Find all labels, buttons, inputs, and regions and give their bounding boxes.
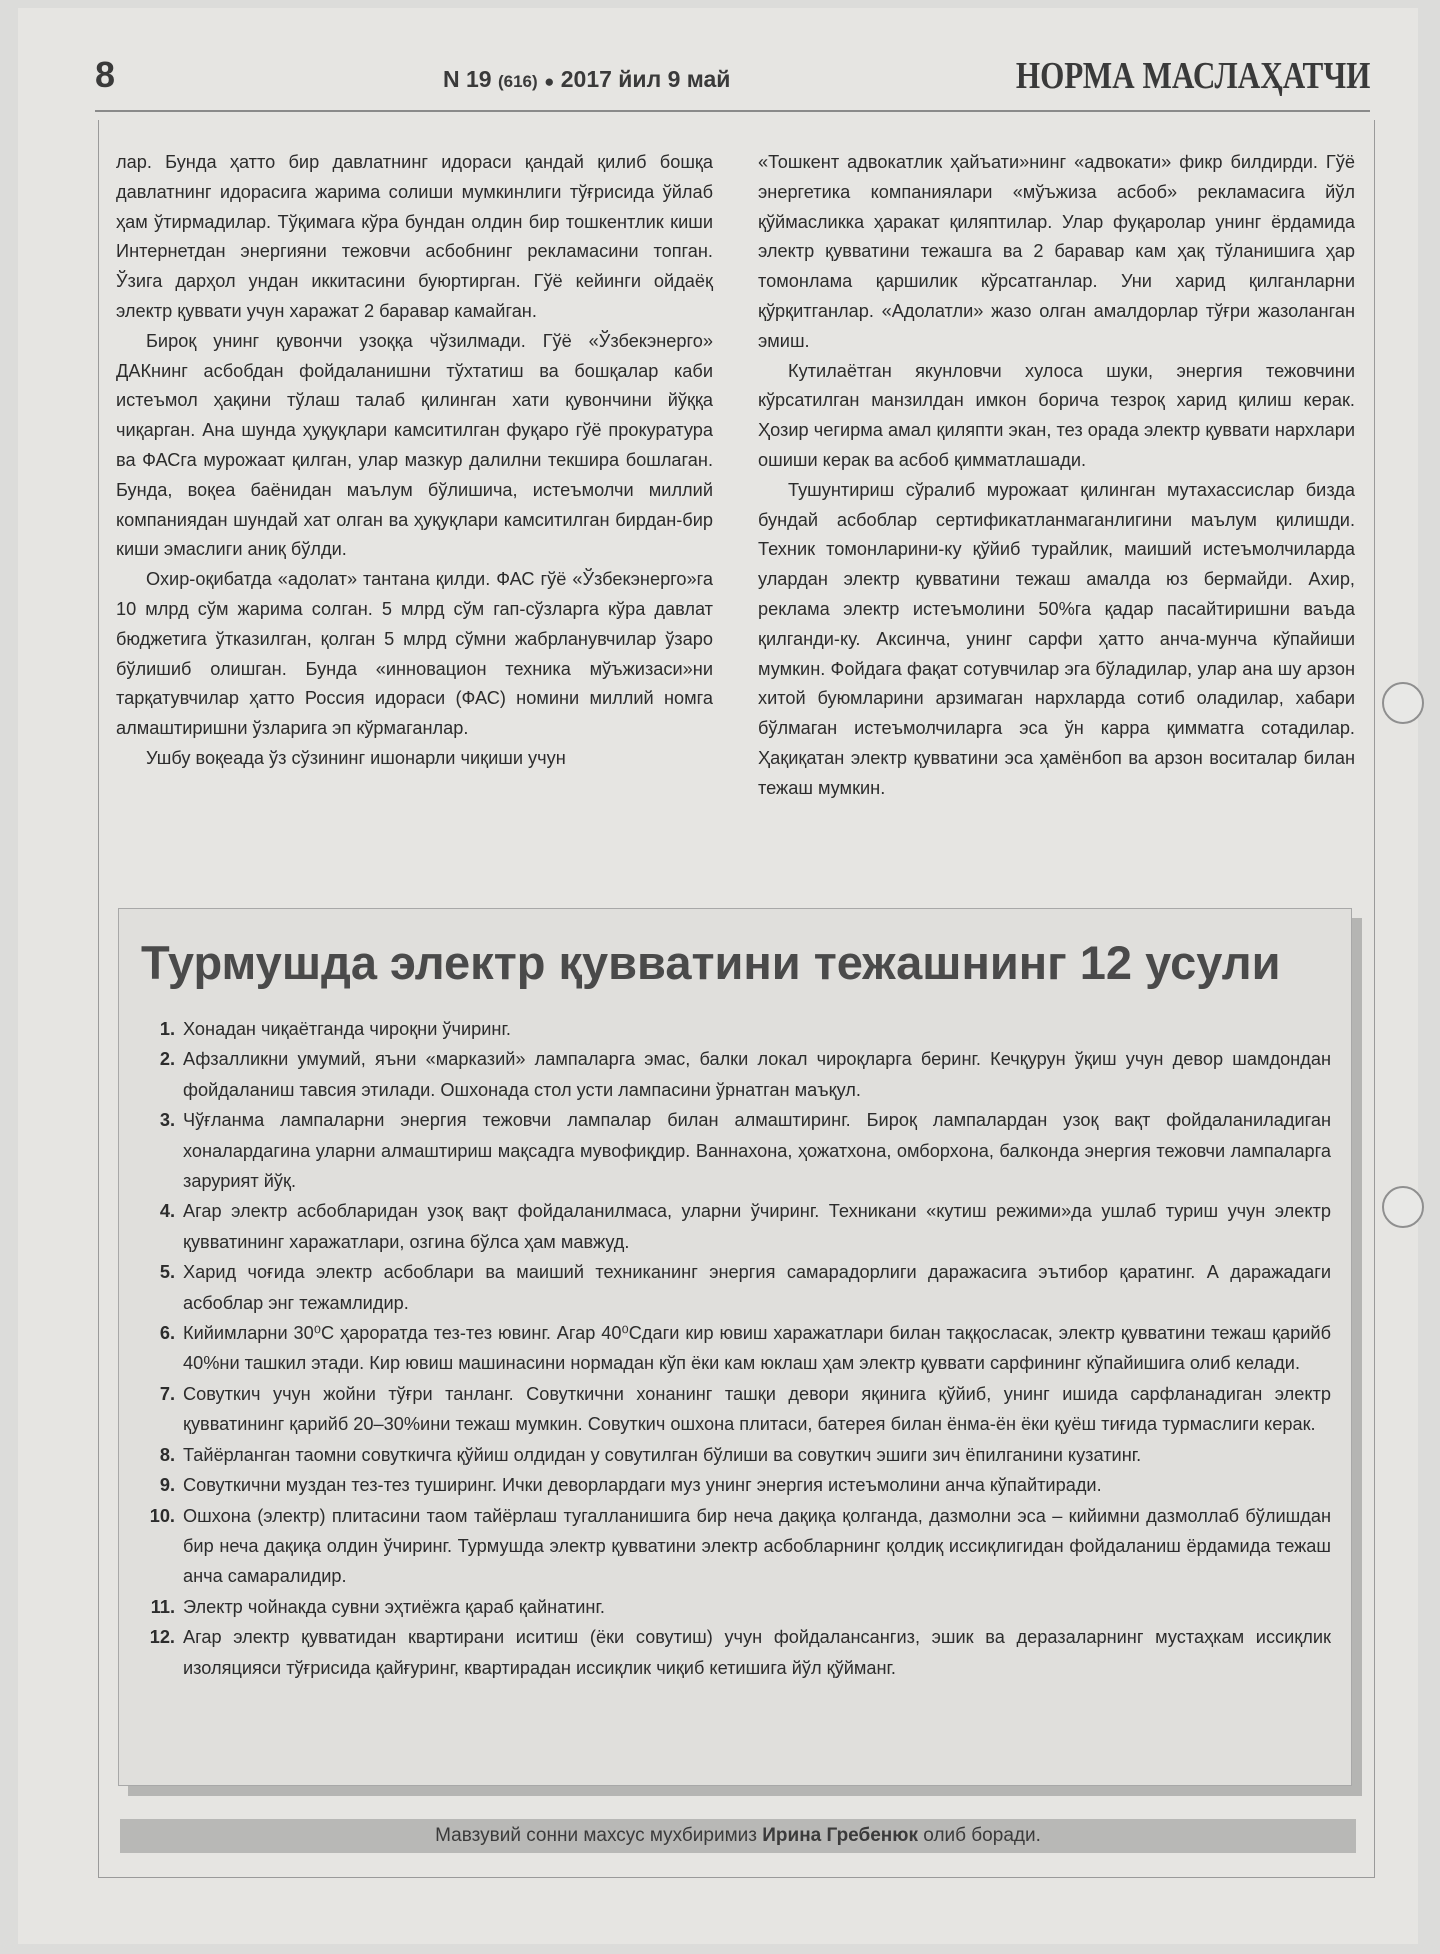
item-text: Афзалликни умумий, яъни «марказий» лампаларга эмас, балки локал чироқларга беринг. Кечқурун ўқиш учун девор шамдондан фойдаланиш тавсия этилади. Ошхонада стол усти лампасини ўрнатган маъқул. [183,1049,1331,1100]
tips-list [141,1014,1331,1683]
list-item [141,1592,1331,1622]
list-item [141,1196,1331,1257]
article-right-column [758,148,1355,804]
paragraph: лар. Бунда ҳатто бир давлатнинг идораси қандай қилиб бошқа давлатнинг идорасига жарима солиши мумкинлиги тўғрисида ўйлаб ҳам ўтирмадилар. Тўқимага кўра бундан олдин бир тошкентлик киши Интернетдан энергияни тежовчи асбобнинг рекламасини топган. Ўзига дарҳол ундан иккитасини буюртирган. Гўё кейинги ойдаёқ электр қуввати учун харажат 2 баравар камайган. [116,152,713,321]
issue-sub-number: (616) [497,72,538,91]
issue-info [443,66,730,93]
item-text: Харид чоғида электр асбоблари ва маиший техниканинг энергия самарадорлиги даражасига эътибор қаратинг. А даражадаги асбоблар энг тежамлидир. [183,1262,1331,1313]
paragraph: «Тошкент адвокатлик ҳайъати»нинг «адвокати» фикр билдирди. Гўё энергетика компаниялари «мўъжиза асбоб» рекламасига йўл қўймасликка ҳаракат қиляптилар. Улар фуқаролар унинг ёрдамида электр қувватини тежашга ва 2 баравар кам ҳақ тўланишига ҳар томонлама қаршилик кўрсатганлар. Уни харид қилганларни қўрқитганлар. «Адолатли» жазо олган амалдорлар тўғри жазоланган эмиш. [758,152,1355,351]
binder-hole-icon [1382,1186,1424,1228]
list-item [141,1105,1331,1196]
item-text: Кийимларни 30⁰С ҳароратда тез-тез ювинг. Агар 40⁰Сдаги кир ювиш харажатлари билан таққосласак, электр қувватини тежаш қарийб 40%ни ташкил этади. Кир ювиш машинасини нормадан кўп ёки кам юклаш ҳам электр қуввати сарфининг кўпайишига олиб келади. [183,1323,1331,1374]
item-number: 2. [159,1049,175,1070]
issue-date: 2017 йил 9 май [560,66,731,92]
list-item [141,1622,1331,1683]
item-number: 1. [159,1019,175,1039]
item-number: 9. [159,1475,175,1496]
binder-hole-icon [1382,682,1424,724]
list-item [141,1257,1331,1318]
page-header [95,52,1370,112]
issue-number: N 19 [443,66,492,92]
publication-name: НОРМА МАСЛАҲАТЧИ [1015,55,1370,97]
page-number: 8 [95,54,116,95]
item-text: Совуткични муздан тез-тез туширинг. Ички деворлардаги муз унинг энергия истеъмолини анча кўпайтиради. [183,1475,1102,1496]
tips-title: Турмушда электр қувватини тежашнинг 12 усули [141,936,1281,989]
item-number: 3. [159,1110,175,1131]
paragraph: Тушунтириш сўралиб мурожаат қилинган мутахассислар бизда бундай асбоблар сертификатланмаганлигини маълум қилишди. Техник томонларини-ку қўйиб турайлик, маиший истеъмолчиларда улардан электр қувватини тежаш амалда юз бермайди. Ахир, реклама электр истеъмолини 50%га қадар пасайтиришни ваъда қилганди-ку. Аксинча, унинг сарфи ҳатто анча-мунча кўпайиши мумкин. Фойдага фақат сотувчилар эга бўладилар, улар ана шу арзон хитой буюмларини арзимаган нархларда сотиб оладилар, хабари бўлмаган истеъмолчиларга эса ўн карра қимматга сотадилар. Ҳақиқатан электр қувватини эса ҳамёнбоп ва арзон воситалар билан тежаш мумкин. [758,479,1355,798]
list-item [141,1501,1331,1592]
credit-author: Ирина Гребенюк [762,1825,919,1846]
item-number: 12. [149,1627,175,1648]
paragraph: Кутилаётган якунловчи хулоса шуки, энергия тежовчини кўрсатилган манзилдан имкон борича тезроқ харид қилиш керак. Ҳозир чегирма амал қиляпти экан, тез орада электр қуввати нархлари ошиши керак ва асбоб қимматлашади. [758,360,1355,470]
item-number: 6. [159,1323,175,1344]
item-text: Хонадан чиқаётганда чироқни ўчиринг. [183,1019,511,1039]
editor-credit [120,1819,1356,1853]
item-text: Чўғланма лампаларни энергия тежовчи лампалар билан алмаштиринг. Бироқ лампалардан узоқ вақт фойдаланиладиган хоналардагина уларни алмаштириш мақсадга мувофиқдир. Ваннахона, ҳожатхона, омборхона, балконда энергия тежовчи лампаларга зарурият йўқ. [183,1110,1331,1192]
item-text: Совуткич учун жойни тўғри танланг. Совуткични хонанинг ташқи девори яқинига қўйиб, унинг ишида сарфланадиган электр қувватининг қарийб 20–30%ини тежаш мумкин. Совуткич ошхона плитаси, батерея билан ёнма-ён ёки қуёш тиғида турмаслиги керак. [183,1383,1331,1435]
item-number: 8. [159,1444,175,1465]
credit-prefix: Мавзувий сонни махсус мухбиримиз [435,1825,763,1846]
item-text: Тайёрланган таомни совуткичга қўйиш олдидан у совутилган бўлиши ва совуткич эшиги зич ёпилганини кузатинг. [183,1444,1142,1465]
article-left-column [116,148,713,774]
item-text: Агар электр қувватидан квартирани иситиш (ёки совутиш) учун фойдалансангиз, эшик ва деразаларнинг мустаҳкам иссиқлик изоляцияси тўғрисида қайғуринг, квартирадан иссиқлик чиқиб кетишига йўл қўйманг. [183,1627,1331,1678]
item-number: 4. [159,1201,175,1222]
list-item [141,1318,1331,1379]
paragraph: Ушбу воқеада ўз сўзининг ишонарли чиқиши учун [146,747,566,768]
list-item [141,1470,1331,1500]
paragraph: Охир-оқибатда «адолат» тантана қилди. ФАС гўё «Ўзбекэнерго»га 10 млрд сўм жарима солган. 5 млрд сўм гап-сўзларга кўра давлат бюджетига ўтказилган, қолган 5 млрд сўмни жабрланувчилар ўзаро бўлишиб олишган. Бунда «инновацион техника мўъжизаси»ни тарқатувчилар ҳатто Россия идораси (ФАС) номини миллий номга алмаштиришни ўзларига эп кўрмаганлар. [116,569,713,739]
tips-box [118,908,1352,1786]
item-number: 11. [150,1596,175,1617]
item-text: Агар электр асбобларидан узоқ вақт фойдаланилмаса, уларни ўчиринг. Техникани «кутиш режими»да ушлаб туриш учун электр қувватининг харажатлари, озгина бўлса ҳам мавжуд. [183,1201,1331,1252]
list-item [141,1014,1331,1044]
paragraph: Бироқ унинг қувончи узоққа чўзилмади. Гўё «Ўзбекэнерго» ДАКнинг асбобдан фойдаланишни тўхтатиш ва бошқалар каби истеъмол ҳақини тўлаш талаб қилинган хати қувончини йўққа чиқарган. Ана шунда ҳуқуқлари камситилган фуқаро гўё прокуратура ва ФАСга мурожаат қилган, улар мазкур далилни текшира бошлаган. Бунда, воқеа баёнидан маълум бўлишича, истеъмолчи миллий компаниядан шундай хат олган ва ҳуқуқлари камситилган бирдан-бир киши эмаслиги аниқ бўлди. [116,330,713,560]
item-number: 5. [159,1262,175,1283]
credit-suffix: олиб боради. [918,1825,1041,1846]
list-item [141,1440,1331,1470]
item-number: 10. [149,1505,175,1526]
item-number: 7. [159,1383,175,1404]
item-text: Ошхона (электр) плитасини таом тайёрлаш тугалланишига бир неча дақиқа қолганда, дазмолни эса – кийимни дазмоллаб бўлишдан бир неча дақиқа олдин ўчиринг. Турмушда электр қувватини электр асбобларнинг қолдиқ иссиқлигидан фойдаланиш ёрдамида тежаш анча самаралидир. [183,1505,1331,1587]
issue-bullet: ● [544,72,555,91]
item-text: Электр чойнакда сувни эҳтиёжга қараб қайнатинг. [183,1596,605,1617]
list-item [141,1379,1331,1440]
list-item [141,1044,1331,1105]
